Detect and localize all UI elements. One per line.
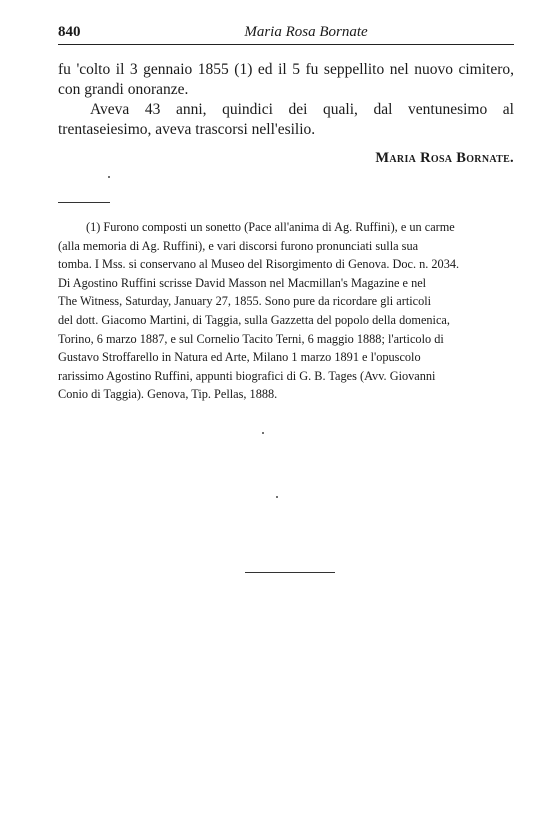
print-speck: [276, 496, 278, 498]
closing-rule: [245, 572, 335, 573]
running-head: [58, 22, 514, 45]
footnote-line-3: tomba. I Mss. si conservano al Museo del Risorgimento di Genova. Doc. n. 2034.: [58, 257, 460, 272]
body-paragraph-1: fu 'colto il 3 gennaio 1855 (1) ed il 5 fu seppellito nel nuovo cimitero, con grandi onoranze.: [58, 61, 514, 98]
page-number: 840: [58, 24, 81, 40]
footnote-line-4: Di Agostino Ruffini scrisse David Masson nel Macmillan's Magazine e nel: [58, 275, 427, 290]
footnote-separator: [58, 202, 110, 203]
footnote-line-7: Torino, 6 marzo 1887, e sul Cornelio Tacito Terni, 6 maggio 1888; l'articolo di: [58, 331, 444, 346]
footnote-line-5: The Witness, Saturday, January 27, 1855. Sono pure da ricordare gli articoli: [58, 294, 432, 309]
print-speck: [262, 432, 264, 434]
footnote: [58, 218, 516, 404]
footnote-line-10: Conio di Taggia). Genova, Tip. Pellas, 1888.: [58, 387, 278, 402]
body-paragraph-2: Aveva 43 anni, quindici dei quali, dal ventunesimo al trentaseiesimo, aveva trascorsi nell'esilio.: [58, 101, 514, 138]
footnote-line-9: rarissimo Agostino Ruffini, appunti biografici di G. B. Tages (Avv. Giovanni: [58, 368, 436, 383]
footnote-line-8: Gustavo Stroffarello in Natura ed Arte, Milano 1 marzo 1891 e l'opuscolo: [58, 350, 421, 365]
footnote-line-2: (alla memoria di Ag. Ruffini), e vari discorsi furono pronunciati sulla sua: [58, 238, 419, 253]
author-signature: Maria Rosa Bornate.: [375, 150, 514, 166]
footnote-line-6: del dott. Giacomo Martini, di Taggia, sulla Gazzetta del popolo della domenica,: [58, 312, 450, 327]
print-speck: [108, 176, 110, 178]
running-title: Maria Rosa Bornate: [244, 24, 368, 40]
footnote-line-1: (1) Furono composti un sonetto (Pace all'anima di Ag. Ruffini), e un carme: [86, 220, 455, 234]
body-text: [58, 60, 514, 140]
